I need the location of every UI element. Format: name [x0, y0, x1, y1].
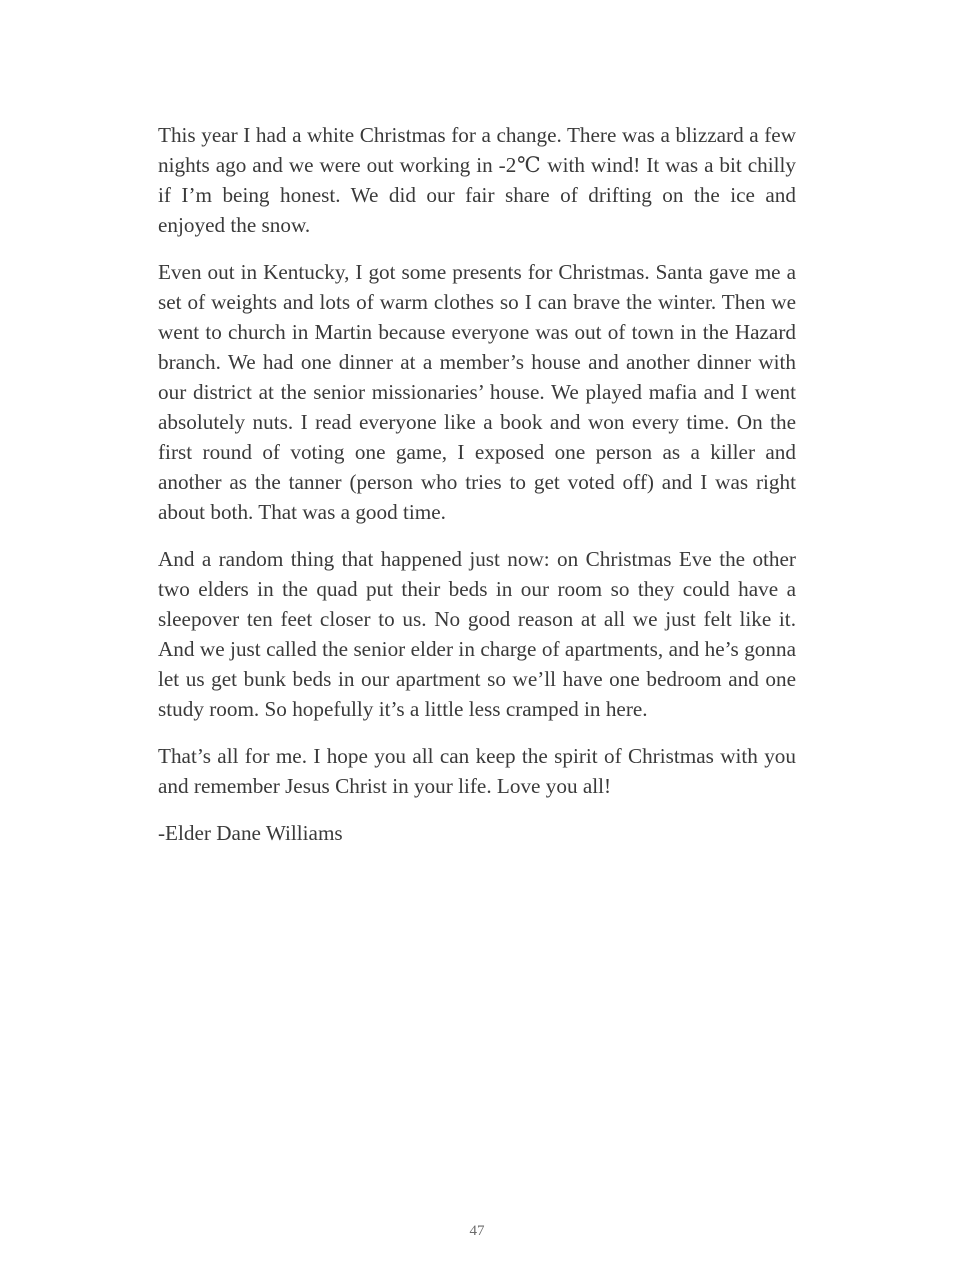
signature: -Elder Dane Williams [158, 821, 343, 845]
paragraph-white-christmas: This year I had a white Christmas for a change. There was a blizzard a few nights ago and we were out working in -2℃ with wind! It was a bit chilly if I’m being honest. We did our fair share of drifting on the ice and enjoyed the snow. [158, 123, 796, 237]
letter-body [158, 120, 796, 848]
page-number: 47 [469, 1223, 485, 1239]
paragraph-christmas-presents: Even out in Kentucky, I got some presents for Christmas. Santa gave me a set of weights and lots of warm clothes so I can brave the winter. Then we went to church in Martin because everyone was out of town in the Hazard branch. We had one dinner at a member’s house and another dinner with our district at the senior missionaries’ house. We played mafia and I went absolutely nuts. I read everyone like a book and won every time. On the first round of voting one game, I exposed one person as a killer and another as the tanner (person who tries to get voted off) and I was right about both. That was a good time. [158, 260, 796, 524]
paragraph-closing: That’s all for me. I hope you all can keep the spirit of Christmas with you and remember Jesus Christ in your life. Love you all! [158, 744, 796, 798]
paragraph-sleepover: And a random thing that happened just now: on Christmas Eve the other two elders in the quad put their beds in our room so they could have a sleepover ten feet closer to us. No good reason at all we just felt like it. And we just called the senior elder in charge of apartments, and he’s gonna let us get bunk beds in our apartment so we’ll have one bedroom and one study room. So hopefully it’s a little less cramped in here. [158, 547, 796, 721]
